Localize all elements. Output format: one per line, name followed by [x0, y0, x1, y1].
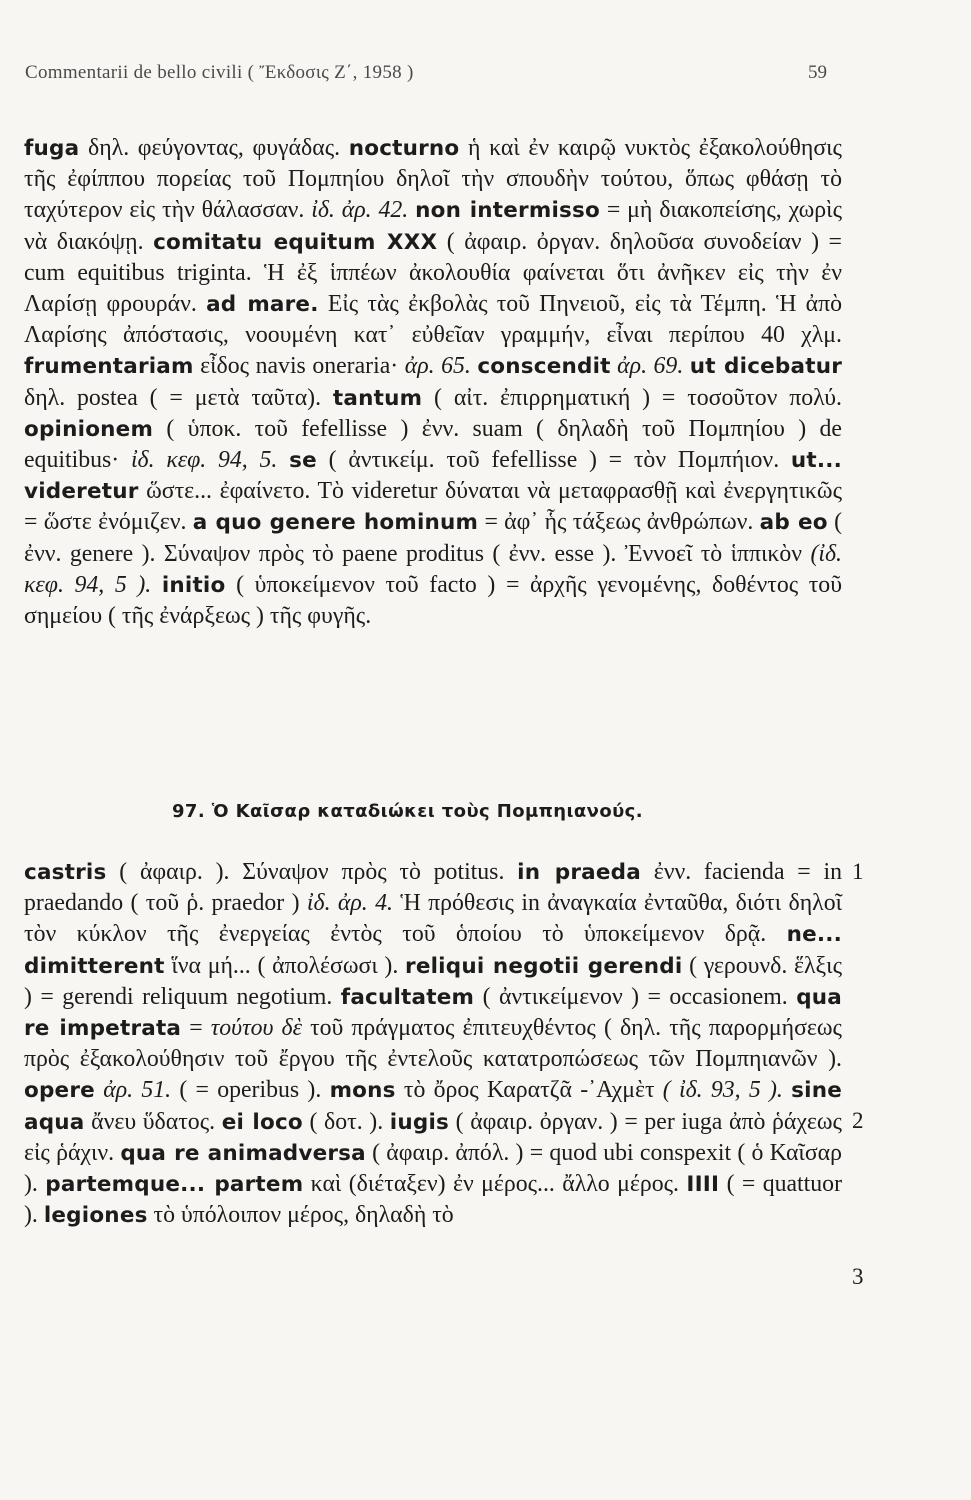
- gloss-text: ( ἀφαιρ. ). Σύναψον πρὸς τὸ potitus.: [106, 859, 518, 885]
- latin-lemma: IIII: [686, 1172, 720, 1198]
- latin-lemma: iugis: [389, 1109, 450, 1135]
- gloss-text: = μὴ διακοπείσης, χωρὶς νὰ διακόψῃ.: [24, 197, 842, 255]
- gloss-text: ( ὑποκείμενον τοῦ facto ) = ἀρχῆς γενομένης, δοθέντος τοῦ σημείου ( τῆς ἐνάρξεως ) τῆς φυγῆς.: [24, 571, 842, 630]
- gloss-text: ἡ καὶ ἐν καιρῷ νυκτὸς ἐξακολούθησις τῆς ἐφίππου πορείας τοῦ Πομπηίου δηλοῖ τὴν σπουδὴν τούτου, ὅπως φθάσῃ τὸ ταχύτερον εἰς τὴν θάλασσαν.: [24, 135, 842, 224]
- gloss-text: ( ἀντικείμενον ) = occasionem.: [474, 983, 797, 1010]
- gloss-text: = ἀφ᾽ ἧς τάξεως ἀνθρώπων.: [478, 509, 760, 536]
- latin-lemma: fuga: [24, 136, 80, 161]
- latin-lemma: reliqui negotii gerendi: [405, 953, 683, 979]
- latin-lemma: opinionem: [24, 416, 154, 442]
- cross-reference: ἰδ. κεφ. 94, 5.: [130, 447, 278, 474]
- gloss-text: τοῦ πράγματος ἐπιτευχθέντος ( δηλ. τῆς παρορμήσεως πρὸς ἐξακολούθησιν τοῦ ἔργου τῆς ἐντελοῦς κατατροπώσεως τῶν Πομπηιανῶν ).: [24, 1015, 842, 1073]
- latin-lemma: legiones: [43, 1203, 148, 1229]
- gloss-text: [277, 447, 289, 473]
- gloss-text: ( γερουνδ. ἕλξις ) = gerendi reliquum negotium.: [24, 952, 842, 1010]
- section-heading-97: 97. Ὁ Καῖσαρ καταδιώκει τοὺς Πομπηιανούς.: [172, 801, 643, 822]
- latin-lemma: tantum: [332, 385, 423, 411]
- gloss-text: εἶδος navis oneraria·: [193, 353, 405, 380]
- latin-lemma: ut... videretur: [24, 448, 842, 505]
- latin-lemma: qua re animadversa: [120, 1140, 366, 1166]
- gloss-text: [151, 572, 162, 598]
- cross-reference: ἀρ. 69.: [617, 353, 684, 380]
- gloss-text: ( ἀφαιρ. ὀργαν. δηλοῦσα συνοδείαν ) = cum equitibus triginta. Ἡ ἐξ ἱππέων ἀκολουθία φαίνεται ὅτι ἀνῆκεν εἰς τὴν ἐν Λαρίσῃ φρουράν.: [24, 228, 842, 318]
- latin-lemma: frumentariam: [24, 354, 194, 380]
- gloss-text: ( δοτ. ).: [302, 1108, 390, 1135]
- cross-reference: τούτου δὲ: [210, 1015, 302, 1042]
- gloss-text: καὶ (διέταξεν) ἐν μέρος... ἄλλο μέρος.: [303, 1171, 687, 1198]
- latin-lemma: sine aqua: [24, 1078, 843, 1135]
- gloss-text: ( ἀφαιρ. ὀργαν. ) = per iuga ἀπὸ ῥάχεως εἰς ῥάχιν.: [24, 1108, 842, 1166]
- gloss-text: ( ἐνν. genere ). Σύναψον πρὸς τὸ paene proditus ( ἐνν. esse ). Ἐννοεῖ τὸ ἱππικὸν: [24, 509, 842, 567]
- latin-lemma: castris: [24, 860, 107, 885]
- cross-reference: (ἰδ. κεφ. 94, 5 ).: [24, 540, 842, 598]
- latin-lemma: ad mare.: [206, 292, 319, 318]
- commentary-paragraph-1: [24, 133, 842, 632]
- running-header: Commentarii de bello civili ( Ἔκδοσις Ζ΄, 1958 ): [25, 62, 414, 83]
- gloss-text: =: [181, 1015, 211, 1042]
- latin-lemma: ne... dimitterent: [24, 922, 842, 979]
- gloss-text: ( = operibus ).: [171, 1077, 330, 1104]
- latin-lemma: nocturno: [348, 136, 460, 161]
- gloss-text: Εἰς τὰς ἐκβολὰς τοῦ Πηνειοῦ, εἰς τὰ Τέμπη. Ἡ ἀπὸ Λαρίσης ἀπόστασις, νοουμένη κατ᾽ εὐθεῖαν γραμμήν, εἶναι περίπου 40 χλμ.: [24, 291, 843, 349]
- latin-lemma: non intermisso: [415, 198, 600, 224]
- gloss-text: δηλ. postea ( = μετὰ ταῦτα).: [24, 384, 333, 411]
- gloss-text: ( αἰτ. ἐπιρρηματική ) = τοσοῦτον πολύ.: [422, 384, 842, 411]
- latin-lemma: conscendit: [477, 354, 611, 380]
- latin-lemma: partemque... partem: [45, 1172, 304, 1198]
- latin-lemma: facultatem: [340, 984, 475, 1010]
- latin-lemma: ei loco: [221, 1109, 303, 1135]
- margin-line-number-1: 1: [852, 859, 864, 884]
- gloss-text: ( = quattuor ).: [24, 1171, 843, 1229]
- margin-line-number-3: 3: [852, 1264, 864, 1289]
- gloss-text: ἐνν. facienda = in praedando ( τοῦ ῥ. praedor ): [24, 859, 842, 917]
- gloss-text: τὸ ὄρος Καρατζᾶ -᾽Αχμὲτ: [395, 1077, 663, 1104]
- latin-lemma: a quo genere hominum: [192, 510, 479, 536]
- gloss-text: ( ἀντικείμ. τοῦ fefellisse ) = τὸν Πομπήιον.: [316, 447, 791, 474]
- gloss-text: ( ἀφαιρ. ἀπόλ. ) = quod ubi conspexit ( ὁ Καῖσαρ ).: [24, 1139, 842, 1198]
- latin-lemma: mons: [329, 1078, 396, 1104]
- gloss-text: δηλ. φεύγοντας, φυγάδας.: [79, 135, 349, 161]
- gloss-text: ὥστε... ἐφαίνετο. Τὸ videretur δύναται νὰ μεταφρασθῇ καὶ ἐνεργητικῶς = ὥστε ἐνόμιζεν.: [24, 478, 842, 536]
- cross-reference: ἰδ. ἀρ. 4.: [306, 890, 393, 917]
- gloss-text: ( ὑποκ. τοῦ fefellisse ) ἐνν. suam ( δηλαδὴ τοῦ Πομπηίου ) de equitibus·: [24, 415, 842, 474]
- cross-reference: ἰδ. ἀρ. 42.: [311, 197, 409, 224]
- cross-reference: ( ἰδ. 93, 5 ).: [662, 1077, 783, 1104]
- gloss-text: [95, 1077, 103, 1103]
- commentary-paragraph-2: [24, 857, 842, 1231]
- latin-lemma: comitatu equitum XXX: [153, 229, 438, 255]
- cross-reference: ἀρ. 65.: [404, 353, 471, 380]
- latin-lemma: qua re impetrata: [24, 984, 842, 1042]
- page-number: 59: [808, 62, 827, 83]
- cross-reference: ἀρ. 51.: [103, 1077, 172, 1104]
- latin-lemma: in praeda: [517, 860, 641, 885]
- latin-lemma: se: [289, 448, 317, 474]
- margin-line-number-2: 2: [852, 1108, 864, 1133]
- gloss-text: [783, 1077, 791, 1103]
- latin-lemma: ut dicebatur: [689, 354, 842, 380]
- latin-lemma: ab eo: [759, 510, 828, 536]
- gloss-text: ἄνευ ὕδατος.: [84, 1108, 222, 1135]
- gloss-text: τὸ ὑπόλοιπον μέρος, δηλαδὴ τὸ: [147, 1202, 454, 1229]
- latin-lemma: initio: [161, 572, 226, 598]
- gloss-text: ἵνα μή... ( ἀπολέσωσι ).: [164, 952, 406, 979]
- latin-lemma: opere: [24, 1078, 95, 1104]
- gloss-text: Ἡ πρόθεσις in ἀναγκαία ἐνταῦθα, διότι δηλοῖ τὸν κύκλον τῆς ἐνεργείας ἐντὸς τοῦ ὁποίου τὸ ὑποκείμενον δρᾷ.: [24, 890, 842, 948]
